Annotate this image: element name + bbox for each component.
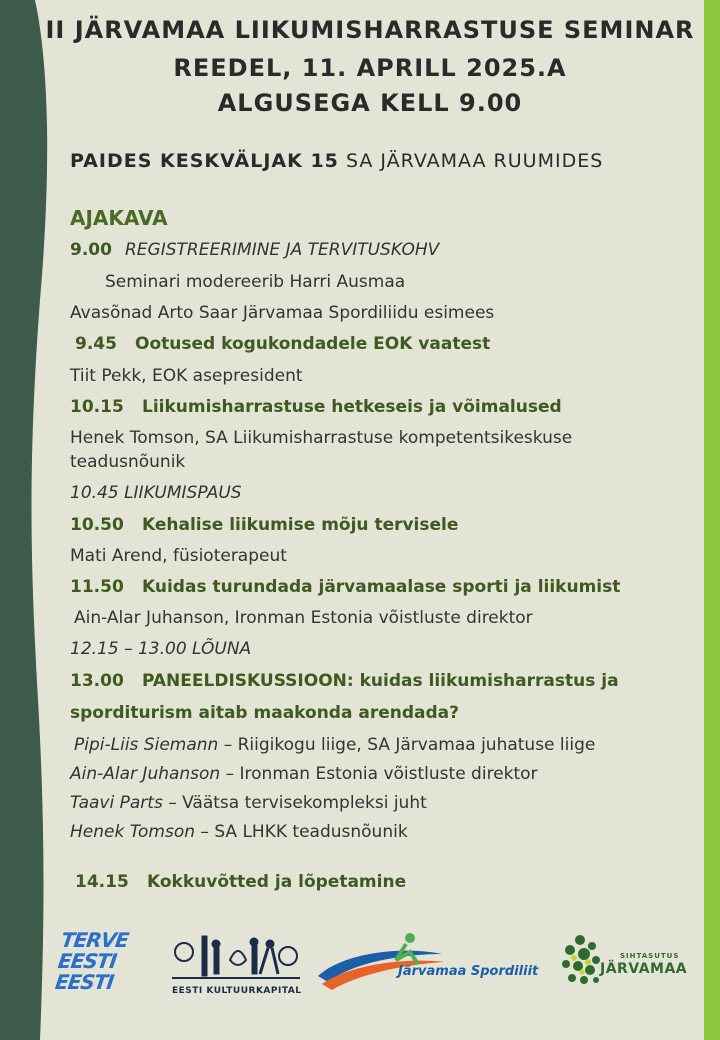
- agenda-title-5-cont: sporditurism aitab maakonda arendada?: [70, 703, 459, 723]
- sa-big-text: JÄRVAMAA: [600, 961, 688, 977]
- venue-rest: SA JÄRVAMAA RUUMIDES: [338, 150, 604, 172]
- spordiliit-text: Järvamaa Spordiliit: [398, 964, 539, 979]
- opening-line: Avasõnad Arto Saar Järvamaa Spordiliidu esimees: [70, 303, 495, 323]
- agenda-time: 13.00: [70, 671, 124, 691]
- agenda-speaker-1: Tiit Pekk, EOK asepresident: [70, 366, 303, 386]
- agenda-speaker-2-line2: teadusnõunik: [70, 452, 186, 472]
- agenda-title: PANEELDISKUSSIOON: kuidas liikumisharrastus ja: [142, 671, 619, 691]
- agenda-title: REGISTREERIMINE JA TERVITUSKOHV: [125, 240, 440, 260]
- panelist-2: [70, 764, 538, 784]
- panelist-name: Taavi Parts: [70, 793, 163, 813]
- terve-eesti-logo: [53, 930, 152, 996]
- panelist-role: – Riigikogu liige, SA Järvamaa juhatuse liige: [218, 735, 596, 755]
- sa-jarvamaa-logo: [560, 934, 694, 994]
- sa-jarvamaa-dots-icon: [560, 934, 604, 988]
- agenda-item-5: [70, 671, 619, 691]
- moderator-line: Seminari modereerib Harri Ausmaa: [105, 272, 406, 292]
- venue-address: PAIDES KESKVÄLJAK 15: [70, 150, 339, 172]
- agenda-time: 10.15: [70, 397, 124, 417]
- lunch-line: 12.15 – 13.00 LÕUNA: [70, 639, 252, 659]
- panelist-name: Pipi-Liis Siemann: [74, 735, 219, 755]
- kultuurkapital-text: EESTI KULTUURKAPITAL: [172, 986, 302, 996]
- agenda-title: Ootused kogukondadele EOK vaatest: [135, 334, 491, 354]
- agenda-title: Liikumisharrastuse hetkeseis ja võimalused: [142, 397, 562, 417]
- sa-small-text: SIHTASUTUS: [620, 952, 680, 960]
- panelist-3: [70, 793, 427, 813]
- terve-eesti-text: EESTI: [56, 949, 118, 973]
- jarvamaa-spordiliit-logo: [314, 932, 550, 998]
- panelist-role: – SA LHKK teadusnõunik: [195, 822, 408, 842]
- agenda-title: Kokkuvõtted ja lõpetamine: [147, 872, 407, 892]
- seminar-date: REEDEL, 11. APRILL 2025.A: [173, 54, 567, 82]
- kultuurkapital-logo: [172, 930, 302, 1002]
- agenda-speaker-2-line1: Henek Tomson, SA Liikumisharrastuse kompetentsikeskuse: [70, 428, 573, 448]
- panelist-role: – Ironman Estonia võistluste direktor: [220, 764, 538, 784]
- agenda-speaker-4: Ain-Alar Juhanson, Ironman Estonia võistluste direktor: [74, 608, 533, 628]
- panelist-role: – Väätsa tervisekompleksi juht: [162, 793, 427, 813]
- agenda-time: 11.50: [70, 577, 124, 597]
- terve-eesti-text: TERVE: [59, 928, 130, 952]
- panelist-name: Henek Tomson: [70, 822, 196, 842]
- agenda-time: 10.50: [70, 515, 124, 535]
- panelist-name: Ain-Alar Juhanson: [70, 764, 221, 784]
- agenda-speaker-3: Mati Arend, füsioterapeut: [70, 546, 287, 566]
- agenda-item-closing: [75, 872, 406, 892]
- venue-line: [70, 150, 603, 172]
- kultuurkapital-figures-icon: [172, 930, 300, 982]
- agenda-time: 14.15: [75, 872, 129, 892]
- panelist-1: [74, 735, 595, 755]
- panelist-4: [70, 822, 408, 842]
- agenda-item-registration: [70, 240, 439, 260]
- agenda-time: 9.45: [75, 334, 117, 354]
- break-line: 10.45 LIIKUMISPAUS: [70, 483, 242, 503]
- seminar-title: II JÄRVAMAA LIIKUMISHARRASTUSE SEMINAR: [45, 16, 695, 44]
- sponsor-logos: [0, 920, 720, 1000]
- agenda-item-2: [70, 397, 562, 417]
- agenda-title: Kuidas turundada järvamaalase sporti ja liikumist: [142, 577, 621, 597]
- agenda-heading: AJAKAVA: [70, 206, 168, 230]
- agenda-item-4: [70, 577, 620, 597]
- agenda-item-1: [75, 334, 490, 354]
- agenda-item-3: [70, 515, 458, 535]
- seminar-start-time: ALGUSEGA KELL 9.00: [217, 89, 523, 117]
- agenda-time: 9.00: [70, 240, 112, 260]
- terve-eesti-text: EESTI: [53, 970, 115, 994]
- agenda-title: Kehalise liikumise mõju tervisele: [142, 515, 459, 535]
